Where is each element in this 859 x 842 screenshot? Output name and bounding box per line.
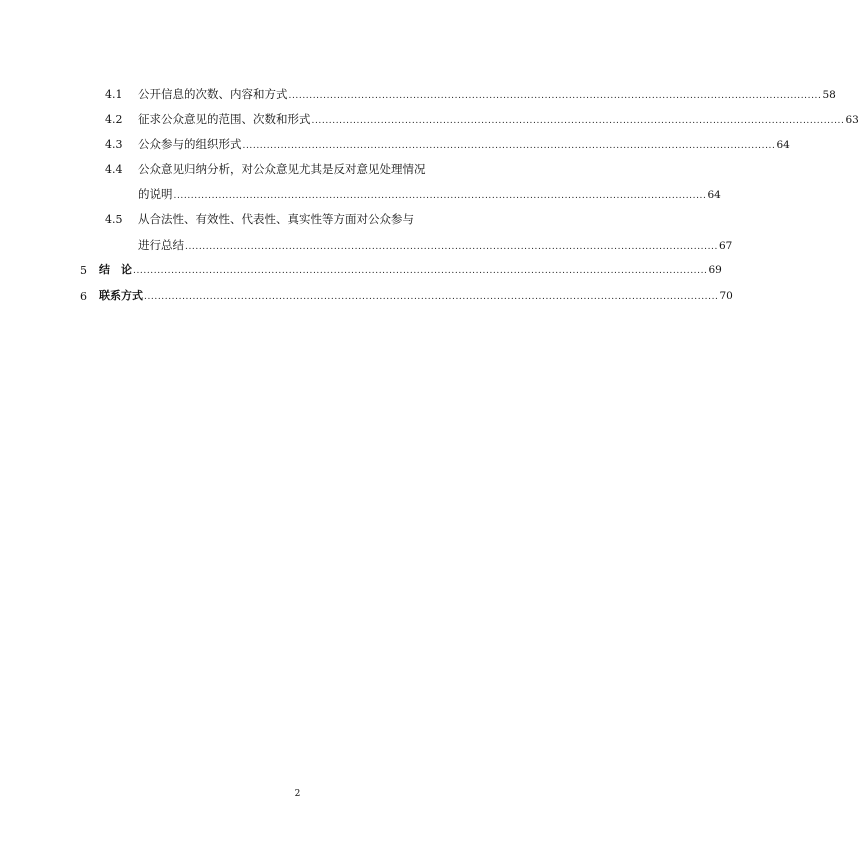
toc-entry[interactable] (138, 137, 790, 153)
toc-entry[interactable] (138, 112, 859, 128)
toc-entry[interactable] (138, 238, 733, 254)
leader-dots: ...................................................................................................................................................................... (133, 266, 708, 276)
toc-entry-page: 64 (707, 189, 721, 201)
toc-entry-number: 4.1 (105, 88, 123, 101)
toc-entry-title-line1[interactable] (138, 162, 533, 176)
toc-entry-page: 63 (845, 114, 859, 126)
toc-entry-number: 4.2 (105, 113, 123, 126)
toc-entry-number: 4.3 (105, 138, 123, 151)
toc-entry-number: 4.4 (105, 163, 123, 176)
toc-entry[interactable] (99, 289, 733, 304)
leader-dots: .......................................................................................................................................................... (288, 91, 822, 101)
toc-entry-title: 征求公众意见的范围、次数和形式 (138, 112, 311, 126)
toc-entry-page: 64 (776, 139, 790, 151)
toc-entry-title: 从合法性、有效性、代表性、真实性等方面对公众参与 (138, 212, 414, 226)
toc-entry-number: 4.5 (105, 213, 123, 226)
leader-dots: ...................................................................................................................................................................... (144, 292, 719, 302)
toc-entry-title-cont: 进行总结 (138, 238, 184, 252)
toc-entry[interactable] (99, 263, 722, 278)
toc-entry-title: 公众参与的组织形式 (138, 137, 242, 151)
toc-entry-page: 67 (718, 240, 733, 252)
toc-entry-page: 70 (719, 290, 733, 302)
leader-dots: .......................................................................................................................................................... (185, 242, 718, 252)
toc-entry-title: 联系方式 (99, 289, 143, 302)
leader-dots: .......................................................................................................................................................... (311, 116, 845, 126)
toc-entry-title: 公众意见归纳分析，对公众意见尤其是反对意见处理情况 (138, 162, 426, 176)
leader-dots: .......................................................................................................................................................... (173, 191, 707, 201)
toc-entry-page: 58 (822, 89, 836, 101)
toc-entry[interactable] (138, 87, 836, 103)
toc-entry[interactable] (138, 187, 721, 203)
toc-entry-title: 结 论 (99, 263, 132, 276)
toc-entry-number: 5 (80, 264, 87, 277)
toc-entry-title: 公开信息的次数、内容和方式 (138, 87, 288, 101)
leader-dots: .......................................................................................................................................................... (242, 141, 776, 151)
page-number: 2 (294, 789, 301, 799)
toc-entry-title-cont: 的说明 (138, 187, 173, 201)
toc-entry-number: 6 (80, 290, 87, 303)
toc-entry-title-line1[interactable] (138, 212, 533, 226)
toc-entry-page: 69 (708, 264, 722, 276)
